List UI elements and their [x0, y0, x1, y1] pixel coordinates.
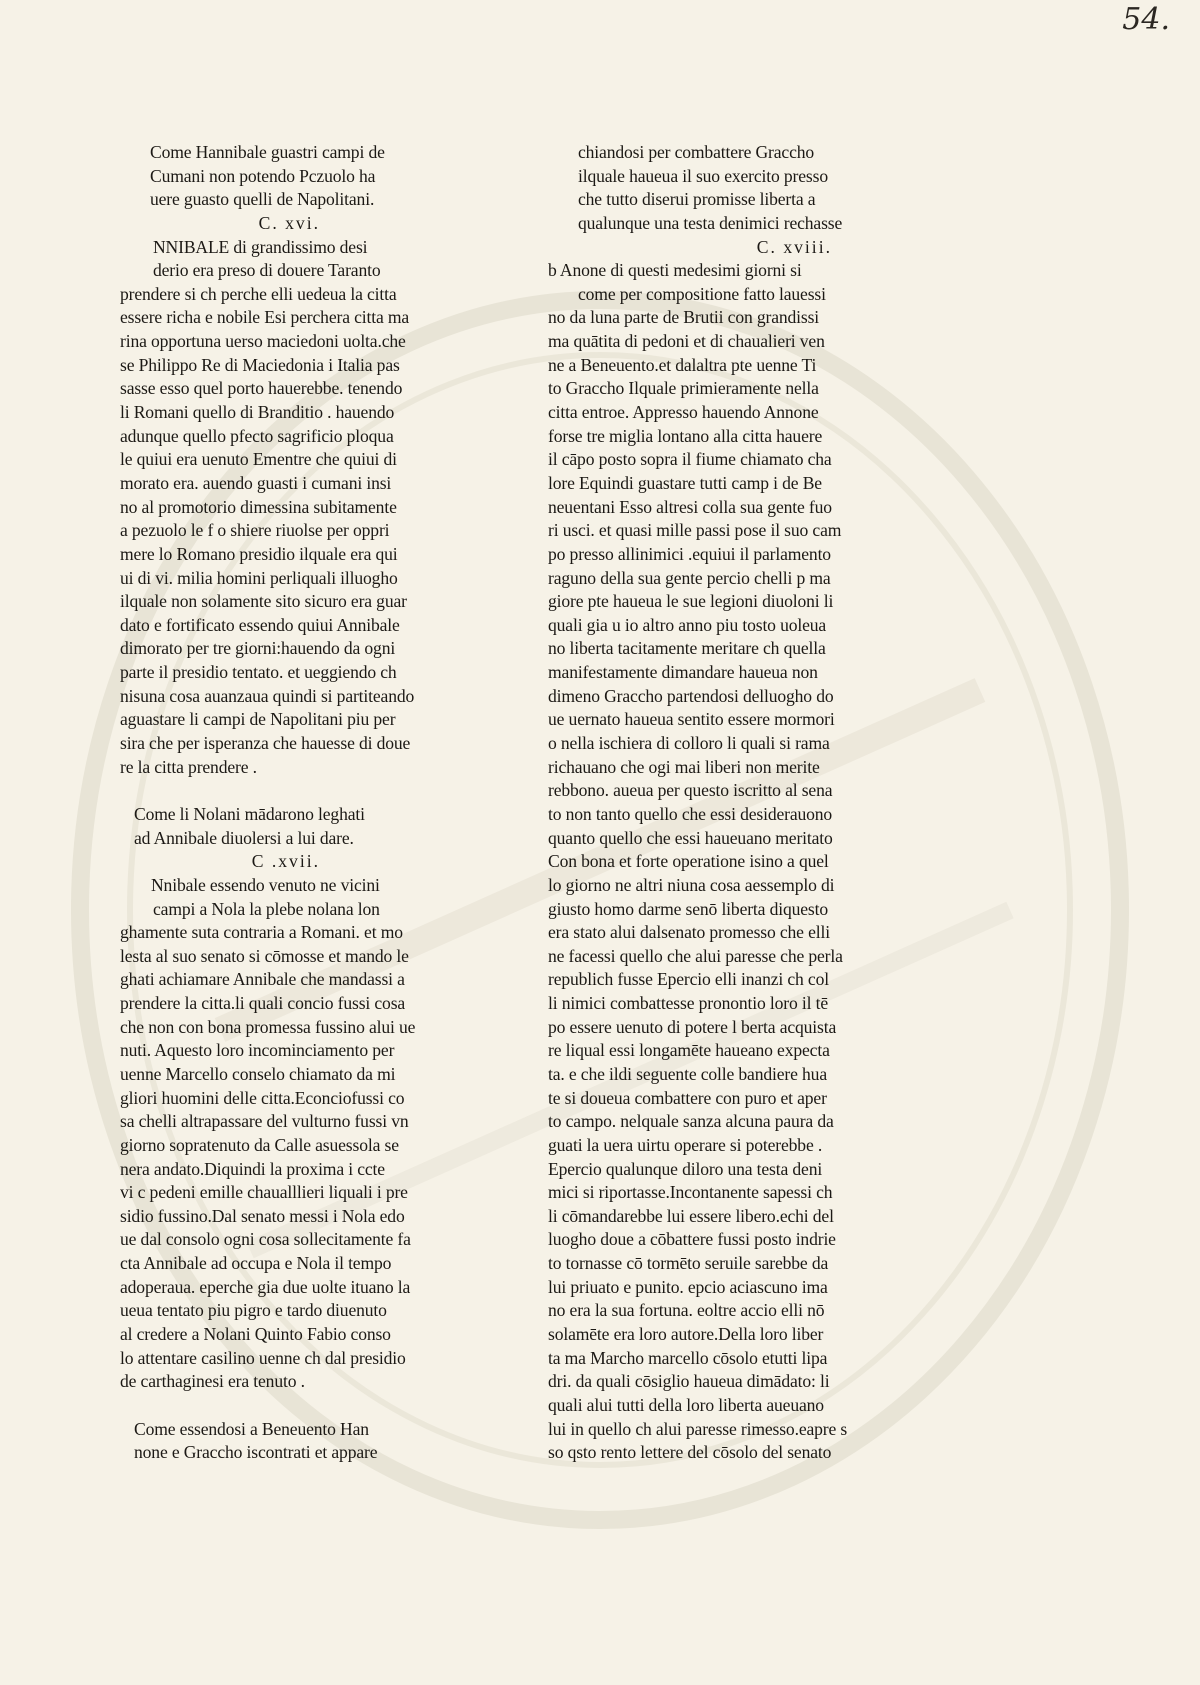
- text-line: no da luna parte de Brutii con grandissi: [548, 307, 820, 328]
- text-line: nera andato.Diquindi la proxima i ccte: [120, 1158, 385, 1179]
- text-line: citta entroe. Appresso hauendo Annone: [548, 402, 819, 423]
- text-line: dimeno Graccho partendosi delluogho do: [548, 685, 834, 706]
- text-line: o nella ischiera di colloro li quali si rama: [548, 733, 830, 754]
- text-line: ri usci. et quasi mille passi pose il suo cam: [548, 520, 842, 541]
- text-line: Cumani non potendo Pczuolo ha: [150, 165, 376, 186]
- folio-number: 54.: [1122, 2, 1170, 37]
- text-line: Come Hannibale guastri campi de: [150, 142, 385, 162]
- text-line: luogho doue a cōbattere fussi posto indrie: [548, 1229, 836, 1250]
- blank-line: [120, 779, 420, 803]
- text-line: ad Annibale diuolersi a lui dare.: [134, 827, 354, 848]
- text-line: ne facessi quello che alui paresse che perla: [548, 945, 843, 966]
- text-line: po essere uenuto di potere l berta acquista: [548, 1016, 837, 1037]
- text-line: giore pte haueua le sue legioni diuoloni li: [548, 591, 834, 612]
- text-line: no liberta tacitamente meritare ch quella: [548, 638, 826, 659]
- text-line: derio era preso di douere Taranto: [153, 260, 381, 281]
- text-line: sira che per isperanza che hauesse di doue: [120, 733, 411, 754]
- text-line: mici si riportasse.Incontanente sapessi ch: [548, 1182, 833, 1203]
- text-line: adoperaua. eperche gia due uolte ituano la: [120, 1276, 411, 1297]
- text-line: gliori huomini delle citta.Econciofussi co: [120, 1087, 405, 1108]
- text-line: re la citta prendere .: [120, 756, 257, 777]
- text-line: lo attentare casilino uenne ch dal presidio: [120, 1347, 406, 1368]
- left-column: [120, 141, 420, 1465]
- text-line: de carthaginesi era tenuto .: [120, 1371, 305, 1392]
- text-line: li nimici combattesse pronontio loro il tē: [548, 993, 829, 1014]
- text-line: se Philippo Re di Maciedonia i Italia pas: [120, 354, 400, 375]
- text-line: lui priuato e punito. epcio aciascuno ima: [548, 1276, 828, 1297]
- text-line: come per compositione fatto lauessi: [578, 283, 826, 304]
- text-line: parte il presidio tentato. et ueggiendo ch: [120, 662, 397, 683]
- text-line: qualunque una testa denimici rechasse: [578, 212, 843, 233]
- text-line: ma quātita di pedoni et di chaualieri ven: [548, 331, 825, 352]
- text-line: vi c pedeni emille chaualllieri liquali i pre: [120, 1182, 408, 1203]
- text-line: morato era. auendo guasti i cumani insi: [120, 472, 392, 493]
- text-line: to tornasse cō tormēto seruile sarebbe da: [548, 1253, 829, 1274]
- text-line: essere richa e nobile Esi perchera citta ma: [120, 307, 410, 328]
- text-line: lore Equindi guastare tutti camp i de Be: [548, 472, 822, 493]
- text-line: Con bona et forte operatione isino a quel: [548, 851, 829, 872]
- text-line: li Romani quello di Branditio . hauendo: [120, 402, 395, 423]
- text-line: sa chelli altrapassare del vulturno fussi vn: [120, 1111, 409, 1132]
- text-line: ghamente suta contraria a Romani. et mo: [120, 922, 403, 943]
- text-line: richauano che ogi mai liberi non merite: [548, 756, 820, 777]
- text-line: chiandosi per combattere Graccho: [578, 142, 815, 162]
- text-line: manifestamente dimandare haueua non: [548, 662, 818, 683]
- text-line: era stato alui dalsenato promesso che elli: [548, 922, 830, 943]
- text-line: ue dal consolo ogni cosa sollecitamente fa: [120, 1229, 411, 1250]
- text-line: dri. da quali cōsiglio haueua dimādato: li: [548, 1371, 830, 1392]
- text-line: Come essendosi a Beneuento Han: [134, 1418, 369, 1439]
- text-line: quali gia u io altro anno piu tosto uoleua: [548, 614, 827, 635]
- text-line: lesta al suo senato si cōmosse et mando le: [120, 945, 409, 966]
- text-line: giusto homo darme senō liberta diquesto: [548, 898, 828, 919]
- text-line: guati la uera uirtu operare si poterebbe .: [548, 1134, 823, 1155]
- text-line: no al promotorio dimessina subitamente: [120, 496, 397, 517]
- text-line: adunque quello pfecto sagrificio ploqua: [120, 425, 394, 446]
- text-line: ghati achiamare Annibale che mandassi a: [120, 969, 405, 990]
- text-line: quanto quello che essi haueuano meritato: [548, 827, 833, 848]
- text-line: nuti. Aquesto loro incominciamento per: [120, 1040, 395, 1061]
- text-line: no era la sua fortuna. eoltre accio elli nō: [548, 1300, 825, 1321]
- text-line: che tutto diserui promisse liberta a: [578, 189, 816, 210]
- text-line: uenne Marcello conselo chiamato da mi: [120, 1063, 396, 1084]
- text-line: republich fusse Epercio elli inanzi ch col: [548, 969, 829, 990]
- text-line: so qsto rento lettere del cōsolo del senato: [548, 1442, 832, 1463]
- text-line: dato e fortificato essendo quiui Annibale: [120, 614, 400, 635]
- text-line: to non tanto quello che essi desiderauono: [548, 803, 833, 824]
- text-line: none e Graccho iscontrati et appare: [134, 1442, 378, 1463]
- text-line: te si doueua combattere con puro et aper: [548, 1087, 827, 1108]
- text-line: nisuna cosa auanzaua quindi si partiteando: [120, 685, 415, 706]
- chapter-number: C. xviii.: [756, 236, 832, 257]
- chapter-number: C .xvii.: [251, 851, 320, 872]
- text-line: il cāpo posto sopra il fiume chiamato cha: [548, 449, 832, 470]
- text-line: po presso allinimici .equiui il parlamento: [548, 543, 831, 564]
- right-column: [548, 141, 848, 1465]
- text-line: che non con bona promessa fussino alui ue: [120, 1016, 416, 1037]
- text-line: prendere si ch perche elli uedeua la citta: [120, 283, 397, 304]
- text-line: ui di vi. milia homini perliquali illuogho: [120, 567, 398, 588]
- text-line: al credere a Nolani Quinto Fabio conso: [120, 1324, 391, 1345]
- text-line: quali alui tutti della loro liberta aueuano: [548, 1394, 824, 1415]
- text-line: giorno sopratenuto da Calle asuessola se: [120, 1134, 399, 1155]
- text-line: re liqual essi longamēte haueano expecta: [548, 1040, 830, 1061]
- text-line: neuentani Esso altresi colla sua gente fuo: [548, 496, 832, 517]
- text-line: le quiui era uenuto Ementre che quiui di: [120, 449, 397, 470]
- text-line: solamēte era loro autore.Della loro liber: [548, 1324, 824, 1345]
- text-line: mere lo Romano presidio ilquale era qui: [120, 543, 398, 564]
- text-line: ueua tentato piu pigro e tardo diuenuto: [120, 1300, 387, 1321]
- text-line: a pezuolo le f o shiere riuolse per oppri: [120, 520, 390, 541]
- text-line: raguno della sua gente percio chelli p ma: [548, 567, 831, 588]
- text-line: ne a Beneuento.et dalaltra pte uenne Ti: [548, 354, 817, 375]
- text-line: to Graccho Ilquale primieramente nella: [548, 378, 819, 399]
- text-line: Nnibale essendo venuto ne vicini: [151, 874, 380, 895]
- text-line: campi a Nola la plebe nolana lon: [153, 898, 380, 919]
- text-line: ta. e che ildi seguente colle bandiere hua: [548, 1063, 827, 1084]
- text-line: cta Annibale ad occupa e Nola il tempo: [120, 1253, 392, 1274]
- text-line: ilquale haueua il suo exercito presso: [578, 165, 828, 186]
- text-line: lo giorno ne altri niuna cosa aessemplo di: [548, 874, 835, 895]
- text-line: li cōmandarebbe lui essere libero.echi del: [548, 1205, 834, 1226]
- text-line: NNIBALE di grandissimo desi: [153, 236, 368, 257]
- text-line: uere guasto quelli de Napolitani.: [150, 189, 375, 210]
- text-line: rebbono. aueua per questo iscritto al sena: [548, 780, 833, 801]
- text-line: Come li Nolani mādarono leghati: [134, 803, 365, 824]
- text-line: dimorato per tre giorni:hauendo da ogni: [120, 638, 396, 659]
- chapter-number: C. xvi.: [258, 212, 320, 233]
- text-line: sidio fussino.Dal senato messi i Nola edo: [120, 1205, 405, 1226]
- text-line: forse tre miglia lontano alla citta hauere: [548, 425, 823, 446]
- text-line: b Anone di questi medesimi giorni si: [548, 260, 802, 281]
- blank-line: [120, 1394, 420, 1418]
- text-line: ilquale non solamente sito sicuro era guar: [120, 591, 407, 612]
- text-line: aguastare li campi de Napolitani piu per: [120, 709, 396, 730]
- text-line: sasse esso quel porto hauerebbe. tenendo: [120, 378, 403, 399]
- text-line: to campo. nelquale sanza alcuna paura da: [548, 1111, 834, 1132]
- text-line: rina opportuna uerso maciedoni uolta.che: [120, 331, 406, 352]
- text-line: lui in quello ch alui paresse rimesso.eapre s: [548, 1418, 848, 1439]
- text-line: ue uernato haueua sentito essere mormori: [548, 709, 835, 730]
- text-line: prendere la citta.li quali concio fussi cosa: [120, 993, 406, 1014]
- text-line: ta ma Marcho marcello cōsolo etutti lipa: [548, 1347, 828, 1368]
- text-line: Epercio qualunque diloro una testa deni: [548, 1158, 823, 1179]
